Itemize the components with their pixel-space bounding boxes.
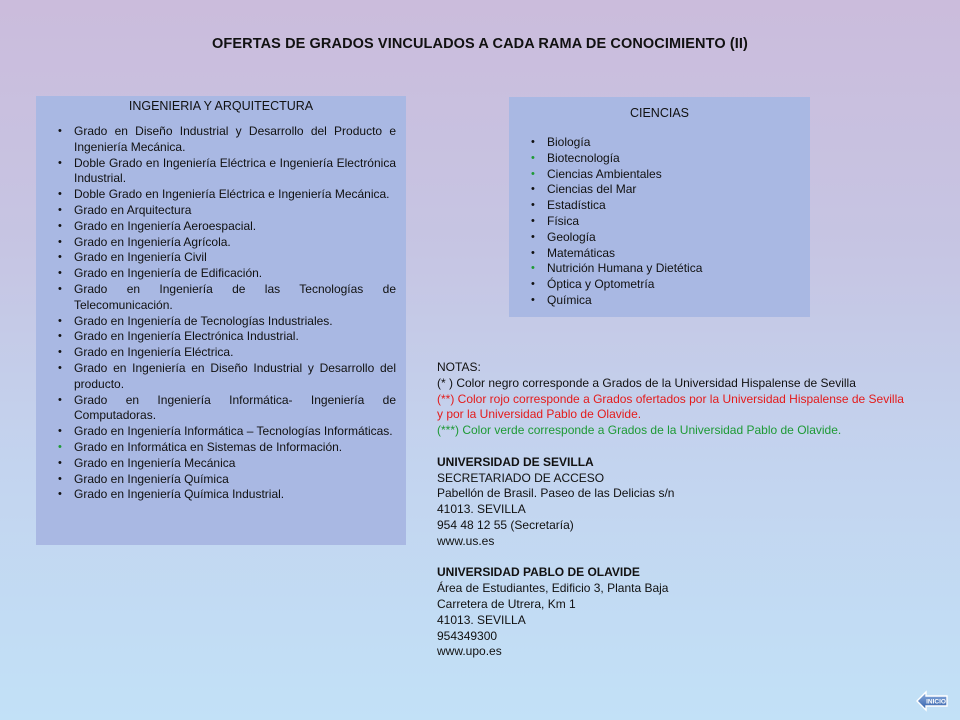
list-item-text: Grado en Ingeniería de Tecnologías Industriales. <box>74 313 333 328</box>
list-item-text: Ciencias Ambientales <box>547 166 662 181</box>
back-button[interactable] <box>916 689 948 713</box>
list-item-text: Óptica y Optometría <box>547 277 655 292</box>
list-item <box>36 440 406 456</box>
list-item <box>36 424 406 440</box>
upo-phone: 954349300 <box>437 628 498 643</box>
list-item <box>36 203 406 219</box>
bullet-icon: • <box>531 136 535 148</box>
list-item <box>509 293 810 309</box>
bullet-icon: • <box>58 361 62 374</box>
back-button-label: INICIO <box>926 698 946 706</box>
list-item <box>509 182 810 198</box>
list-item-text: Ciencias del Mar <box>547 182 637 197</box>
ingenieria-heading: INGENIERIA Y ARQUITECTURA <box>128 99 314 113</box>
bullet-icon: • <box>58 125 62 137</box>
us-address: Pabellón de Brasil. Paseo de las Delicias s/n <box>437 486 675 501</box>
list-item <box>36 472 406 488</box>
back-arrow-icon <box>916 689 948 713</box>
bullet-icon: • <box>531 262 535 275</box>
list-item <box>509 151 810 167</box>
list-item <box>36 314 406 330</box>
list-item-text: Grado en Diseño Industrial y Desarrollo del Producto e Ingeniería Mecánica. <box>74 124 396 154</box>
ciencias-panel <box>509 97 810 317</box>
bullet-icon: • <box>58 393 62 406</box>
list-item-text: Física <box>547 213 580 228</box>
list-item-text: Nutrición Humana y Dietética <box>547 261 703 276</box>
bullet-icon: • <box>531 183 535 196</box>
list-item-text: Geología <box>547 229 596 244</box>
bullet-icon: • <box>58 314 62 327</box>
list-item-text: Grado en Ingeniería Química <box>74 471 229 486</box>
upo-web[interactable]: www.upo.es <box>437 644 502 659</box>
bullet-icon: • <box>58 251 62 264</box>
list-item <box>36 393 406 425</box>
upo-address: Carretera de Utrera, Km 1 <box>437 596 576 611</box>
bullet-icon: • <box>58 456 62 469</box>
bullet-icon: • <box>58 188 62 201</box>
note-red: (**) Color rojo corresponde a Grados ofertados por la Universidad Hispalense de Sevilla y por la Universidad Pablo de Olavide. <box>437 391 904 422</box>
upo-city: 41013. SEVILLA <box>437 612 526 627</box>
us-name: UNIVERSIDAD DE SEVILLA <box>437 454 594 469</box>
list-item-text: Biología <box>547 135 591 149</box>
list-item-text: Biotecnología <box>547 150 620 165</box>
bullet-icon: • <box>531 214 535 227</box>
list-item <box>509 277 810 293</box>
list-item <box>36 329 406 345</box>
list-item <box>36 361 406 393</box>
note-black: (* ) Color negro corresponde a Grados de la Universidad Hispalense de Sevilla <box>437 375 856 390</box>
list-item-text: Estadística <box>547 198 606 213</box>
bullet-icon: • <box>531 199 535 212</box>
us-city: 41013. SEVILLA <box>437 502 526 517</box>
bullet-icon: • <box>58 440 62 453</box>
bullet-icon: • <box>58 330 62 343</box>
bullet-icon: • <box>58 156 62 169</box>
bullet-icon: • <box>58 472 62 485</box>
list-item <box>509 261 810 277</box>
list-item-text: Grado en Ingeniería de Edificación. <box>74 266 263 281</box>
list-item-text: Química <box>547 292 592 307</box>
list-item-text: Grado en Ingeniería de las Tecnologías de Telecomunicación. <box>74 281 396 312</box>
notes-heading: NOTAS: <box>437 360 481 374</box>
bullet-icon: • <box>58 203 62 216</box>
list-item-text: Grado en Ingeniería Eléctrica. <box>74 345 234 360</box>
list-item <box>36 487 406 503</box>
list-item-text: Grado en Ingeniería Civil <box>74 250 207 265</box>
us-phone: 954 48 12 55 (Secretaría) <box>437 517 574 532</box>
note-green: (***) Color verde corresponde a Grados de la Universidad Pablo de Olavide. <box>437 423 842 438</box>
bullet-icon: • <box>58 219 62 232</box>
us-office: SECRETARIADO DE ACCESO <box>437 470 605 485</box>
list-item-text: Grado en Ingeniería Aeroespacial. <box>74 218 257 233</box>
list-item <box>509 167 810 183</box>
page-title: OFERTAS DE GRADOS VINCULADOS A CADA RAMA DE CONOCIMIENTO (II) <box>212 36 748 52</box>
notes-section <box>437 360 907 660</box>
bullet-icon: • <box>531 278 535 291</box>
ingenieria-list <box>36 124 406 503</box>
list-item <box>36 266 406 282</box>
ciencias-list <box>509 135 810 309</box>
list-item-text: Grado en Ingeniería Química Industrial. <box>74 487 285 502</box>
us-web[interactable]: www.us.es <box>437 533 495 548</box>
upo-office: Área de Estudiantes, Edificio 3, Planta Baja <box>437 581 669 596</box>
list-item <box>36 345 406 361</box>
bullet-icon: • <box>531 230 535 243</box>
ingenieria-panel <box>36 96 406 545</box>
list-item-text: Grado en Ingeniería Agrícola. <box>74 234 231 249</box>
list-item <box>36 219 406 235</box>
list-item <box>509 135 810 151</box>
list-item-text: Grado en Arquitectura <box>74 202 192 217</box>
list-item <box>509 246 810 262</box>
list-item <box>36 250 406 266</box>
list-item <box>36 282 406 314</box>
bullet-icon: • <box>58 346 62 359</box>
list-item-text: Doble Grado en Ingeniería Eléctrica e Ingeniería Electrónica Industrial. <box>74 155 396 186</box>
bullet-icon: • <box>58 267 62 280</box>
list-item <box>36 124 406 156</box>
list-item-text: Grado en Ingeniería en Diseño Industrial y Desarrollo del producto. <box>74 360 396 391</box>
bullet-icon: • <box>58 282 62 295</box>
bullet-icon: • <box>58 235 62 248</box>
bullet-icon: • <box>58 425 62 438</box>
list-item-text: Grado en Ingeniería Informática – Tecnologías Informáticas. <box>74 424 393 439</box>
list-item <box>509 214 810 230</box>
list-item <box>36 456 406 472</box>
list-item-text: Doble Grado en Ingeniería Eléctrica e Ingeniería Mecánica. <box>74 187 390 202</box>
upo-name: UNIVERSIDAD PABLO DE OLAVIDE <box>437 565 640 580</box>
list-item-text: Grado en Ingeniería Informática- Ingeniería de Computadoras. <box>74 392 396 423</box>
list-item <box>36 235 406 251</box>
list-item <box>509 230 810 246</box>
list-item-text: Grado en Ingeniería Electrónica Industrial. <box>74 329 299 344</box>
bullet-icon: • <box>531 293 535 306</box>
list-item <box>36 187 406 203</box>
list-item <box>36 156 406 188</box>
bullet-icon: • <box>531 167 535 180</box>
list-item <box>509 198 810 214</box>
ciencias-heading: CIENCIAS <box>629 106 690 120</box>
list-item-text: Grado en Ingeniería Mecánica <box>74 455 236 470</box>
bullet-icon: • <box>531 151 535 164</box>
list-item-text: Matemáticas <box>547 245 616 260</box>
bullet-icon: • <box>531 246 535 259</box>
bullet-icon: • <box>58 488 62 501</box>
list-item-text: Grado en Informática en Sistemas de Información. <box>74 439 343 454</box>
